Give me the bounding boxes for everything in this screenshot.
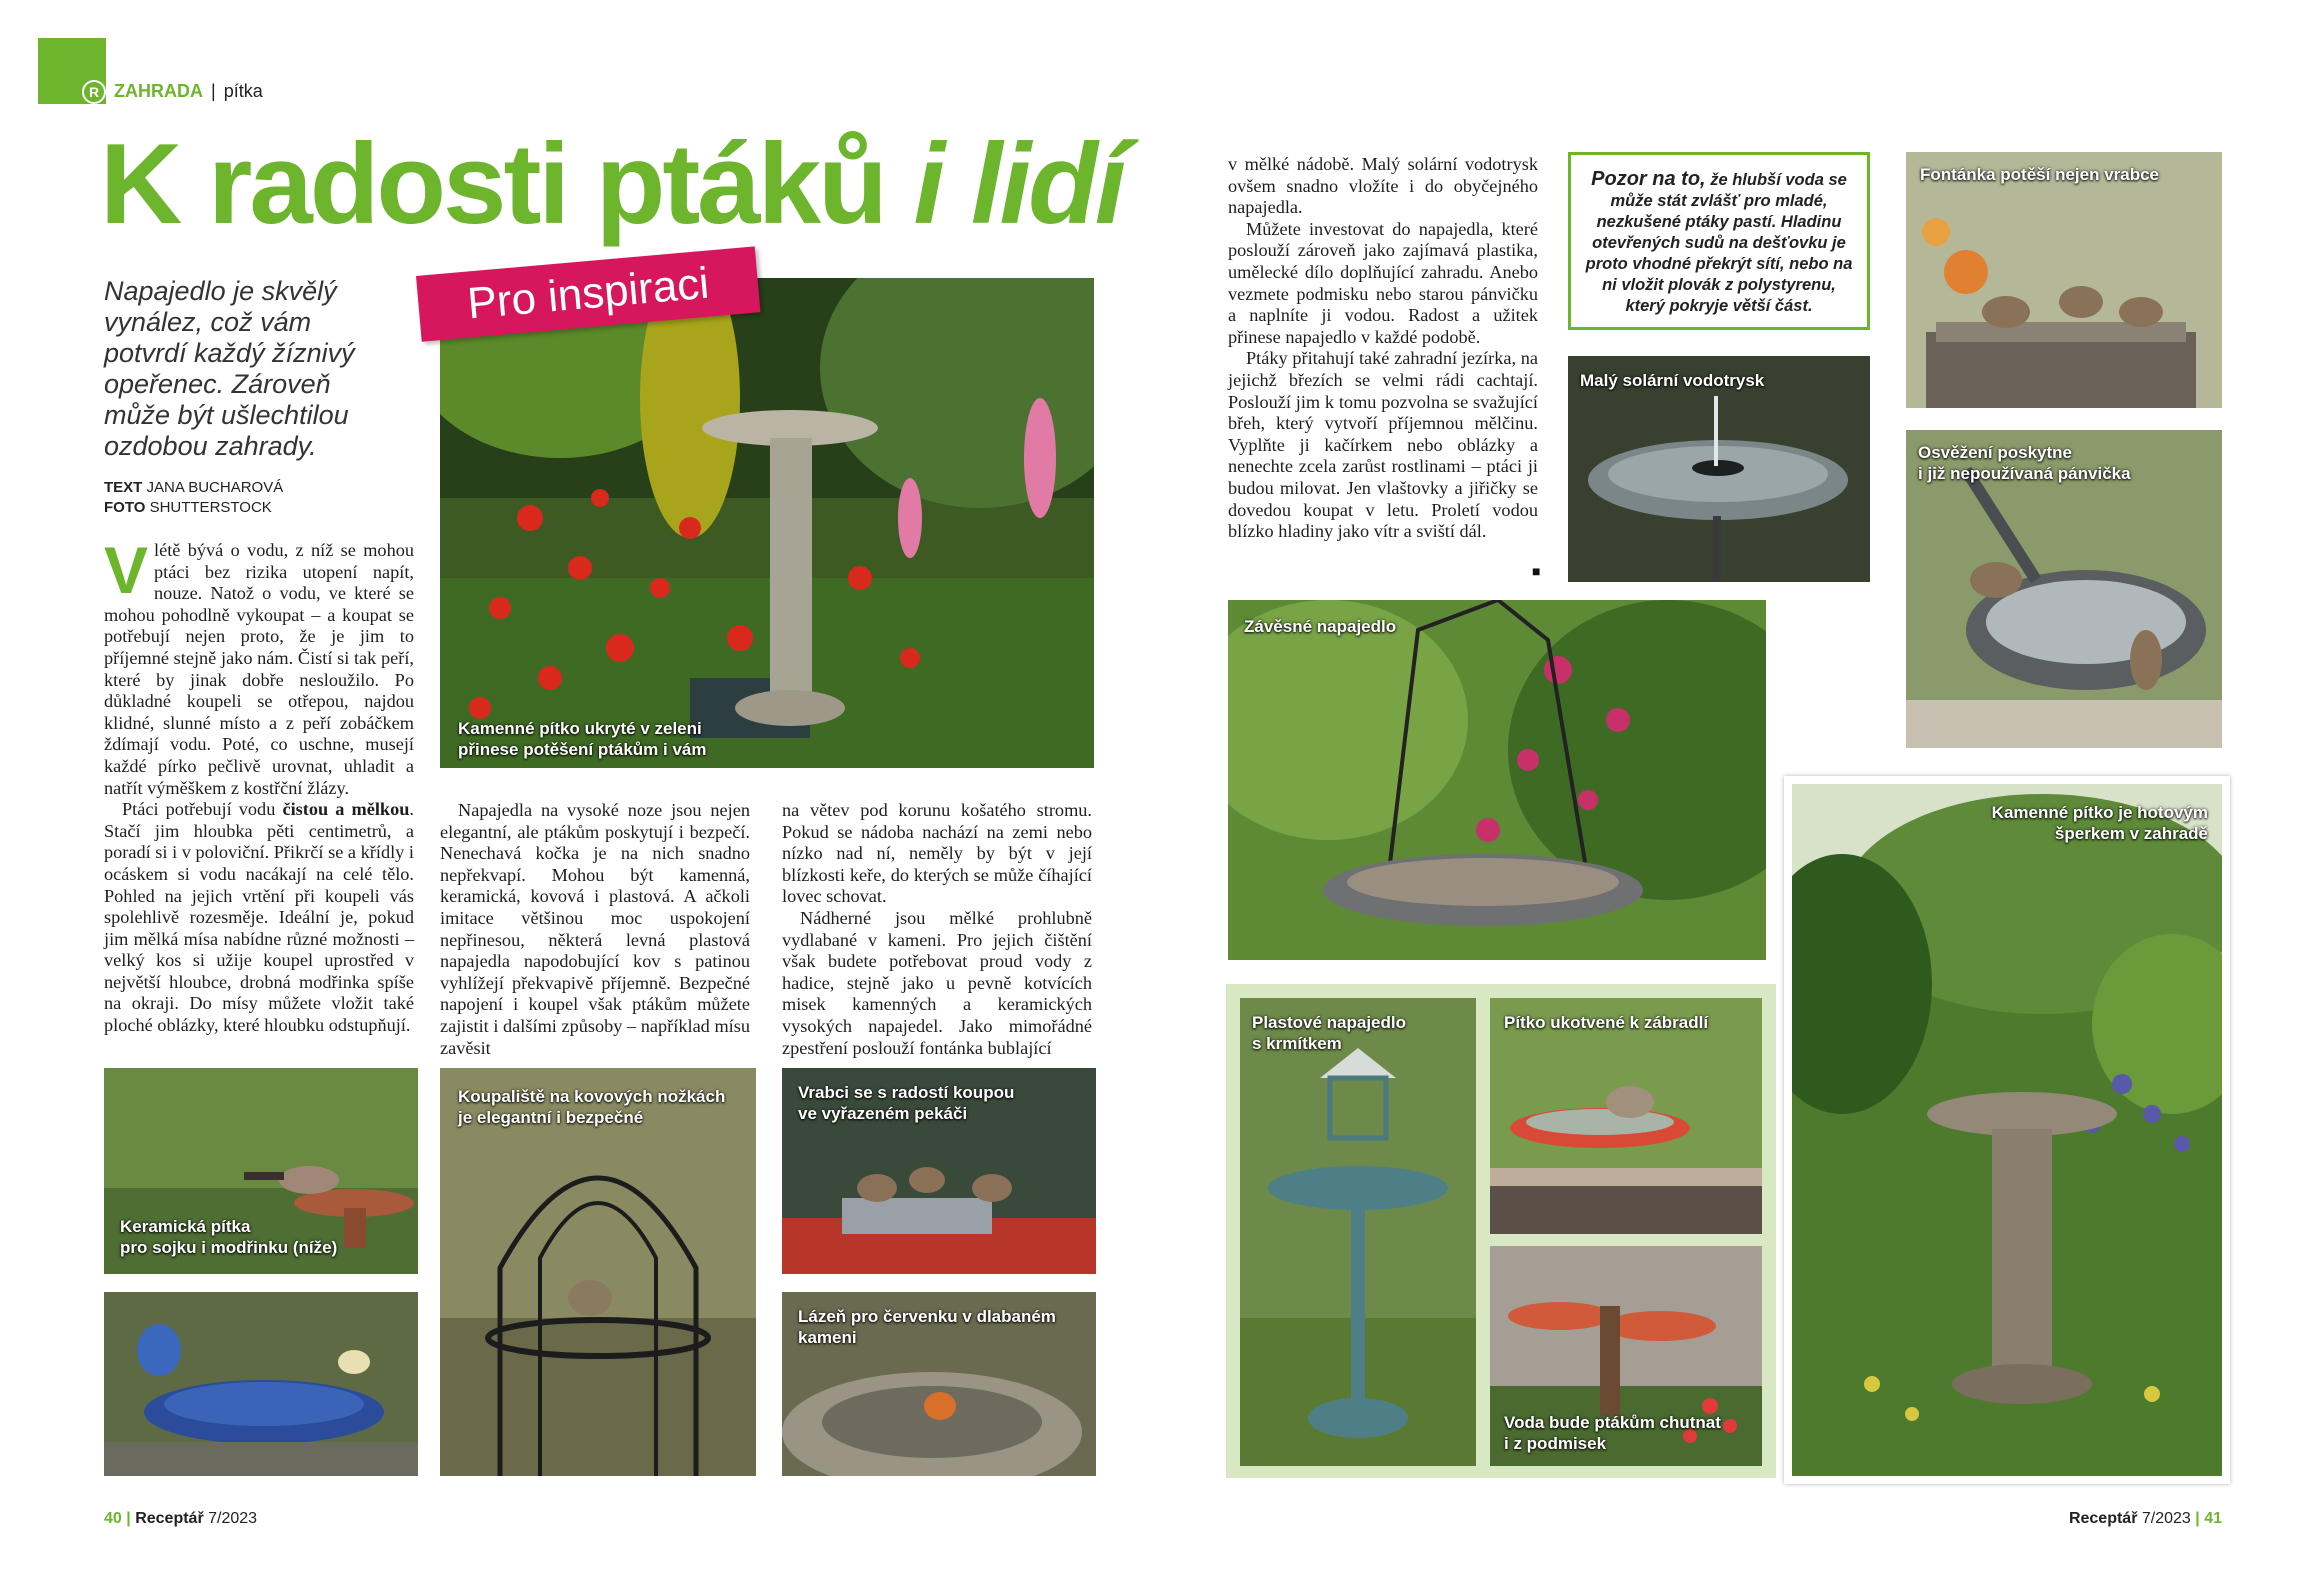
photo-pan [1906,430,2222,748]
end-mark: ■ [1532,563,1541,579]
caption-sparrows: Vrabci se s radostí koupou ve vyřazeném pekáči [798,1083,1015,1123]
photo-plastic-feeder [1240,998,1476,1466]
body-column-1: Vlétě bývá o vodu, z níž se mohou ptáci bez rizika utopení napít, nouze. Natož o vodu, ve které se mohou pohodlně vykoupat – a koupat se potřebují nejen proto, že je jim to příjemné stejně jako nám. Čistí si tak peří, které by jinak dobře nesloužilo. Po důkladné koupeli se otřepou, najdou klidné, slunné místo a z peří zobáčkem ždímají vodu. Poté, co uschne, musejí každé pírko pečlivě urovnat, uhladit a natřít výměškem z kostřční žlázy. Ptáci potřebují vodu čistou a mělkou. Stačí jim hloubka pěti centimetrů, a poradí si i v poloviční. Přikrčí se a křídly i ocáskem si vodu nacákají na celé tělo. Pohled na jejich vrtění při koupeli vás spolehlivě rozesměje. Ideální je, pokud jim mělká mísa nabídne různé možnosti – velký kos si užije koupel uprostřed v největší hloubce, drobná modřinka spíše na okraji. Do mísy můžete vložit také ploché oblázky, které hloubku odstupňují. [104,533,414,1036]
caption-fountain-sparrows: Fontánka potěší nejen vrabce [1920,165,2160,184]
footer-left: 40 | Receptář 7/2023 [104,1510,258,1527]
caption-pan: Osvěžení poskytne i již nepoužívaná pánvička [1918,443,2131,483]
caption-robin: Lázeň pro červenku v dlabaném kameni [798,1307,1056,1347]
issue-left: 7/2023 [208,1510,258,1527]
caption-hanging: Závěsné napajedlo [1244,617,1397,636]
lead-paragraph: Napajedlo je skvělý vynález, což vám potvrdí každý žíznivý opeřenec. Zároveň může být ušlechtilou ozdobou zahrady. [104,276,355,461]
caption-garden: Kamenné pítko ukryté v zeleni přinese potěšení ptákům i vám [458,719,707,759]
title-part2: i lidí [913,121,1124,248]
photo-solar-fountain [1568,356,1870,582]
credit-text: TEXT JANA BUCHAROVÁ [104,479,284,496]
body-column-4: v mělké nádobě. Malý solární vodotrysk ovšem snadno vložíte i do obyčejného napajedla. Můžete investovat do napajedla, které poslouží zároveň jako zajímavá plastika, umělecké dílo doplňující zahradu. Anebo vezmete podmisku nebo starou pánvičku a naplníte ji vodou. Radost a užitek přinese napajedlo v každé podobě. Ptáky přitahují také zahradní jezírka, na jejichž březích se velmi rádi cachtají. Poslouží jim k tomu pozvolna se svažující břeh, který vytvoří příjemnou mělčinu. Vyplňte ji kačírkem nebo oblázky a nenechte zcela zarůst rostlinami – ptáci ji budou milovat. Jen vlaštovky a jiřičky se dovedou koupat v letu. Proletí vodou blízko hladiny jako vítr a sviští dál. [1228,154,1538,542]
section-separator: | [211,81,216,101]
photo-sparrows-pan [782,1068,1096,1274]
body-column-2: Napajedla na vysoké noze jsou nejen elegantní, ale ptákům poskytují i bezpečí. Nenechavá kočka je na nich snadno nepřekvapí. Mohou být kamenná, keramická, kovová i plastová. A ačkoli imitace většinou moc uspokojení nepřinesou, některá levná plastová napajedla napodobující kov s patinou vyhlížejí překvapivě příjemně. Bezpečné napojení i koupel však ptákům můžete zajistit i dalšími způsoby – například mísu zavěsit [440,800,750,1058]
magazine-name-right: Receptář [2068,1510,2138,1527]
issue-right: 7/2023 [2141,1510,2191,1527]
photo-garden-birdbath [440,278,1094,768]
caption-stone-big: Kamenné pítko je hotovým šperkem v zahradě [1991,803,2208,843]
credits [104,478,283,518]
section-header [114,80,263,102]
photo-stone-birdbath-big [1784,776,2230,1484]
photo-robin [782,1292,1096,1476]
photo-saucers [1490,1246,1762,1466]
magazine-name-left: Receptář [135,1510,204,1527]
photo-jay [104,1068,418,1274]
ribbon-label: Pro inspiraci [465,258,711,329]
warning-text: Pozor na to, že hlubší voda se může stát zvlášť pro mladé, nezkušené ptáky pastí. Hladinu otevřených sudů na dešťovku je proto vhodné překrýt sítí, nebo na ni vložit plovák z polystyrenu, který pokryje větší část. [1585,168,1853,315]
page-number-left: 40 [104,1510,122,1527]
caption-plastic: Plastové napajedlo s krmítkem [1252,1013,1406,1053]
title-part1: K radosti ptáků [100,121,885,248]
caption-jay: Keramická pítka pro sojku i modřinku (níže) [120,1217,338,1257]
body-column-3: na větev pod korunu košatého stromu. Pokud se nádoba nachází na zemi nebo nízko nad ní, neměly by být v její blízkosti keře, do kterých se může číhající lovec schovat. Nádherné jsou mělké prohlubně vydlabané v kameni. Pro jejich čištění však budete potřebovat proud vody z hadice, stejně jako u pevně kotvících misek kamenných a keramických vysokých napajedel. Jako mimořádné zpestření poslouží fontánka bublající [782,800,1092,1058]
photo-cage-birdbath [440,1068,756,1476]
photo-blue-bowl [104,1292,418,1476]
page-number-right: 41 [2204,1510,2222,1527]
footer-right: Receptář 7/2023 | 41 [2068,1510,2222,1527]
caption-saucers: Voda bude ptákům chutnat i z podmisek [1504,1413,1721,1453]
photo-fountain-sparrows [1906,152,2222,408]
page-title [100,120,1123,250]
caption-railing: Pítko ukotvené k zábradlí [1504,1013,1709,1032]
credit-photo: FOTO SHUTTERSTOCK [104,499,272,516]
warning-box [1568,152,1870,330]
section-subsection: pítka [223,81,263,101]
dropcap: V [104,533,149,607]
section-name: ZAHRADA [114,81,203,101]
photo-hanging-birdbath [1228,600,1766,960]
section-badge: R [82,80,106,104]
photo-railing-birdbath [1490,998,1762,1234]
caption-solar: Malý solární vodotrysk [1580,371,1765,390]
caption-cage: Koupaliště na kovových nožkách je elegantní i bezpečné [458,1087,726,1127]
